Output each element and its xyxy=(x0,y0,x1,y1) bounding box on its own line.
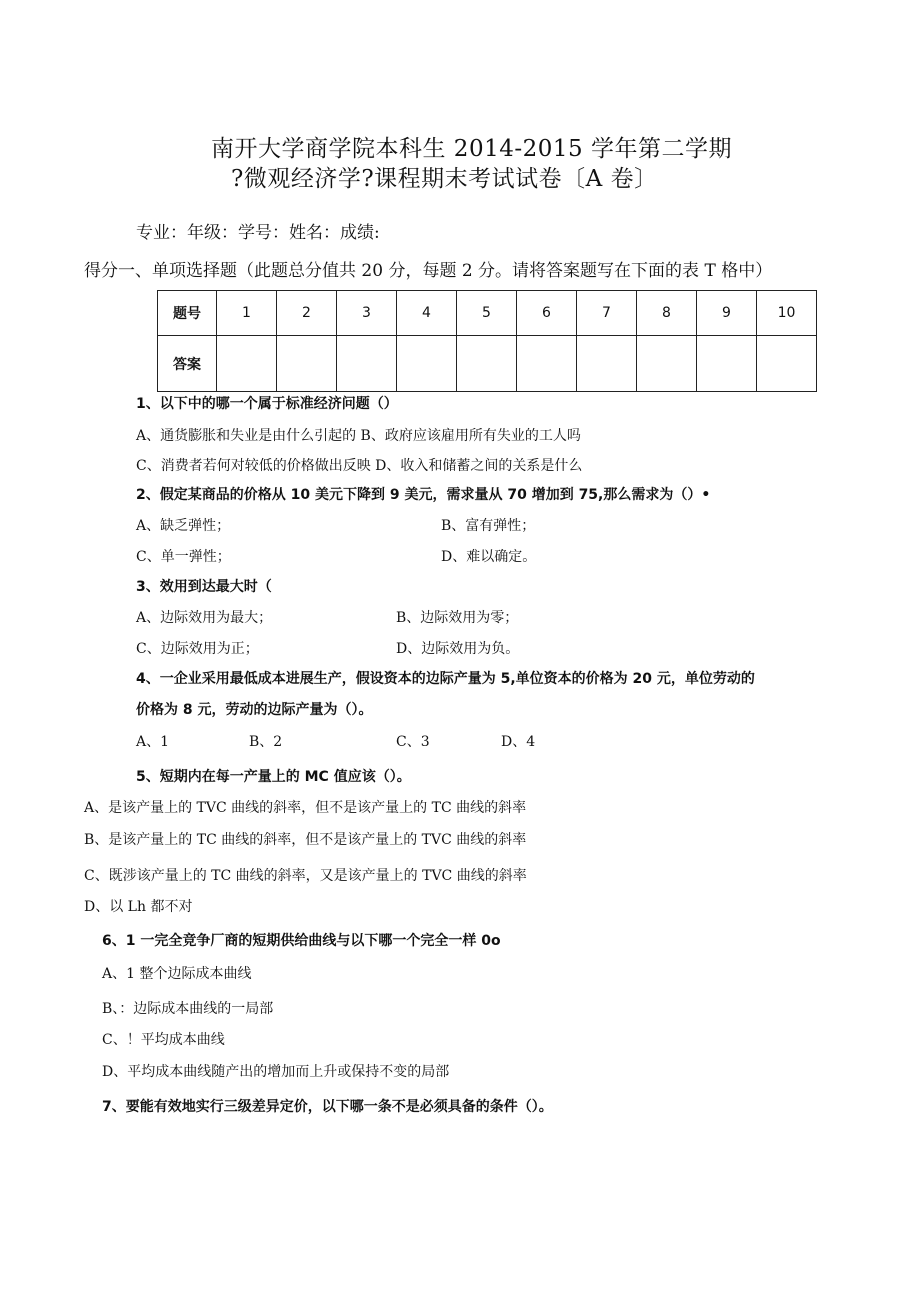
answer-cell[interactable] xyxy=(457,336,517,392)
answer-cell[interactable] xyxy=(397,336,457,392)
q4-option-b: B、2 xyxy=(249,734,283,750)
q5-option-c: C、既涉该产量上的 TC 曲线的斜率，又是该产量上的 TVC 曲线的斜率 xyxy=(84,868,527,884)
q6-option-c: C、！平均成本曲线 xyxy=(102,1032,225,1048)
q6-stem: 6、1 一完全竞争厂商的短期供给曲线与以下哪一个完全一样 0o xyxy=(102,933,501,949)
q5-option-b: B、是该产量上的 TC 曲线的斜率，但不是该产量上的 TVC 曲线的斜率 xyxy=(84,832,527,848)
table-label-answer: 答案 xyxy=(158,336,217,392)
q3-stem: 3、效用到达最大时（ xyxy=(136,579,272,595)
q3-option-c: C、边际效用为正； xyxy=(136,641,259,657)
q1-options-ab: A、通货膨胀和失业是由什么引起的 B、政府应该雇用所有失业的工人吗 xyxy=(136,428,581,444)
table-number-cell: 7 xyxy=(577,291,637,336)
q5-stem: 5、短期内在每一产量上的 MC 值应该（）。 xyxy=(136,769,411,785)
q5-option-a: A、是该产量上的 TVC 曲线的斜率，但不是该产量上的 TC 曲线的斜率 xyxy=(84,800,527,816)
q2-option-d: D、难以确定。 xyxy=(441,549,537,565)
exam-title-line2: ?微观经济学?课程期末考试试卷〔A 卷〕 xyxy=(231,166,658,192)
table-number-cell: 9 xyxy=(697,291,757,336)
answer-cell[interactable] xyxy=(517,336,577,392)
q2-stem: 2、假定某商品的价格从 10 美元下降到 9 美元，需求量从 70 增加到 75,那么需求为（）• xyxy=(136,487,711,503)
answer-cell[interactable] xyxy=(757,336,817,392)
q2-option-a: A、缺乏弹性； xyxy=(136,518,231,534)
answer-cell[interactable] xyxy=(277,336,337,392)
q3-option-b: B、边际效用为零； xyxy=(396,610,519,626)
q4-option-c: C、3 xyxy=(396,734,430,750)
q6-option-a: A、1 整个边际成本曲线 xyxy=(102,966,252,982)
answer-cell[interactable] xyxy=(637,336,697,392)
q2-option-c: C、单一弹性； xyxy=(136,549,231,565)
q7-stem: 7、要能有效地实行三级差异定价，以下哪一条不是必须具备的条件（）。 xyxy=(102,1099,553,1115)
q1-options-cd: C、消费者若何对较低的价格做出反映 D、收入和储蓄之间的关系是什么 xyxy=(136,458,583,474)
q3-option-a: A、边际效用为最大； xyxy=(136,610,273,626)
table-number-cell: 2 xyxy=(277,291,337,336)
q5-option-d: D、以 Lh 都不对 xyxy=(84,899,193,915)
answer-cell[interactable] xyxy=(577,336,637,392)
table-number-cell: 10 xyxy=(757,291,817,336)
exam-title-line1: 南开大学商学院本科生 2014-2015 学年第二学期 xyxy=(211,136,732,162)
answer-cell[interactable] xyxy=(697,336,757,392)
q3-option-d: D、边际效用为负。 xyxy=(396,641,520,657)
answer-table xyxy=(157,290,817,392)
q2-option-b: B、富有弹性； xyxy=(441,518,536,534)
table-number-cell: 3 xyxy=(337,291,397,336)
q4-stem-line1: 4、一企业采用最低成本进展生产，假设资本的边际产量为 5,单位资本的价格为 20 元，单位劳动的 xyxy=(136,671,755,687)
table-number-cell: 4 xyxy=(397,291,457,336)
student-info-line: 专业：年级：学号：姓名：成绩: xyxy=(136,223,380,243)
table-number-cell: 8 xyxy=(637,291,697,336)
table-label-question-no: 题号 xyxy=(158,291,217,336)
answer-table-answer-row xyxy=(158,336,817,392)
answer-cell[interactable] xyxy=(337,336,397,392)
q4-option-a: A、1 xyxy=(136,734,170,750)
table-number-cell: 5 xyxy=(457,291,517,336)
answer-table-number-row xyxy=(158,291,817,336)
table-number-cell: 6 xyxy=(517,291,577,336)
q6-option-b: B、：边际成本曲线的一局部 xyxy=(102,1001,274,1017)
q1-stem: 1、以下中的哪一个属于标准经济问题（） xyxy=(136,396,398,412)
section1-heading: 得分一、单项选择题（此题总分值共 20 分，每题 2 分。请将答案题写在下面的表 T 格中） xyxy=(84,261,773,281)
answer-cell[interactable] xyxy=(217,336,277,392)
q4-stem-line2: 价格为 8 元，劳动的边际产量为（）。 xyxy=(136,702,373,718)
q4-option-d: D、4 xyxy=(501,734,536,750)
q6-option-d: D、平均成本曲线随产出的增加而上升或保持不变的局部 xyxy=(102,1064,450,1080)
table-number-cell: 1 xyxy=(217,291,277,336)
